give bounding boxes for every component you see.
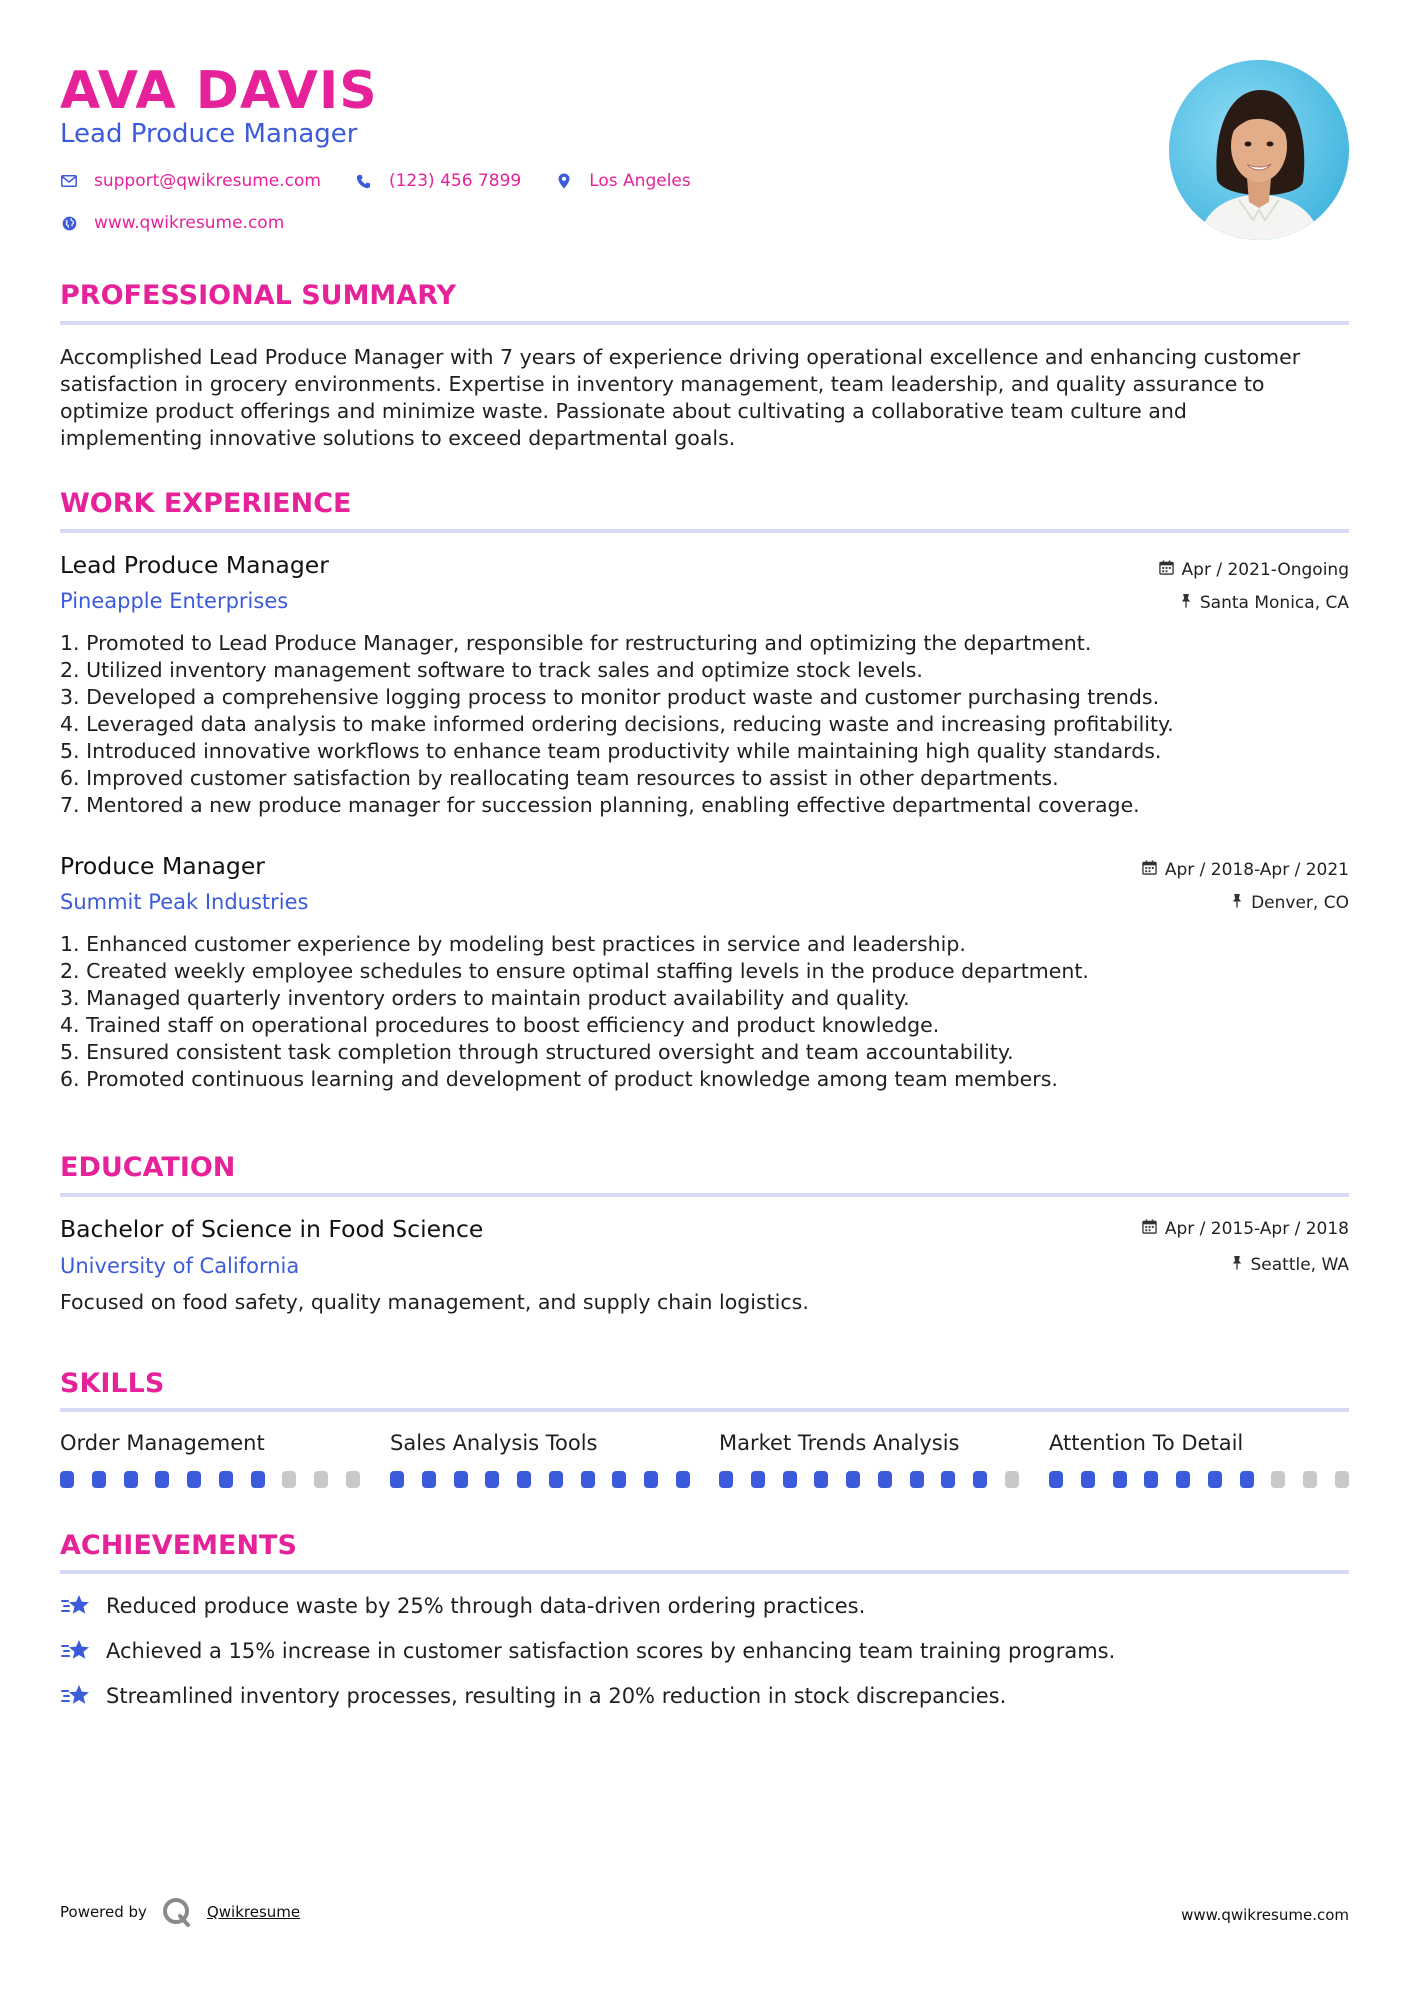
school-name: University of California <box>60 1254 300 1278</box>
star-icon <box>60 1637 92 1665</box>
rating-dot-filled <box>612 1471 626 1488</box>
rating-dot-empty <box>1335 1471 1349 1488</box>
job-dates <box>1142 859 1349 881</box>
list-item: 2. Created weekly employee schedules to ensure optimal staffing levels in the produce department. <box>60 959 1089 983</box>
achievement-item <box>60 1637 1115 1665</box>
job-company: Summit Peak Industries <box>60 890 309 914</box>
rating-dot-filled <box>878 1471 892 1488</box>
list-item: 3. Developed a comprehensive logging process to monitor product waste and customer purchasing trends. <box>60 685 1160 709</box>
rating-dot-empty <box>1303 1471 1317 1488</box>
rating-dot-filled <box>1049 1471 1063 1488</box>
rating-dot-filled <box>390 1471 404 1488</box>
achievement-text: Reduced produce waste by 25% through data-driven ordering practices. <box>106 1594 866 1618</box>
section-divider <box>60 1408 1349 1412</box>
rating-dot-filled <box>124 1471 138 1488</box>
education-dates <box>1142 1218 1349 1240</box>
profile-photo <box>1169 60 1349 240</box>
summary-text <box>60 344 1349 452</box>
rating-dot-filled <box>1113 1471 1127 1488</box>
list-item: 1. Enhanced customer experience by modeling best practices in service and leadership. <box>60 932 966 956</box>
list-item: 7. Mentored a new produce manager for succession planning, enabling effective departmental coverage. <box>60 793 1140 817</box>
candidate-name: AVA DAVIS <box>60 61 378 121</box>
list-item: 4. Trained staff on operational procedures to boost efficiency and product knowledge. <box>60 1013 940 1037</box>
rating-dot-filled <box>187 1471 201 1488</box>
list-item: 6. Improved customer satisfaction by reallocating team resources to assist in other departments. <box>60 766 1059 790</box>
section-divider <box>60 321 1349 325</box>
rating-dot-filled <box>1081 1471 1095 1488</box>
contact-phone[interactable] <box>355 171 521 191</box>
rating-dot-filled <box>1240 1471 1254 1488</box>
rating-dot-filled <box>846 1471 860 1488</box>
rating-dot-filled <box>422 1471 436 1488</box>
location-text: Denver, CO <box>1251 893 1349 913</box>
location-text: Seattle, WA <box>1250 1255 1349 1275</box>
rating-dot-filled <box>155 1471 169 1488</box>
skill-item <box>719 1429 1019 1488</box>
summary-line: Accomplished Lead Produce Manager with 7 years of experience driving operational excellence and enhancing customer <box>60 345 1301 369</box>
job-company: Pineapple Enterprises <box>60 589 289 613</box>
skill-item <box>390 1429 690 1488</box>
achievement-item <box>60 1592 865 1620</box>
dates-text: Apr / 2015-Apr / 2018 <box>1164 1219 1349 1239</box>
phone-icon <box>355 174 373 189</box>
rating-dot-filled <box>941 1471 955 1488</box>
dates-text: Apr / 2018-Apr / 2021 <box>1164 860 1349 880</box>
skill-name: Market Trends Analysis <box>719 1431 960 1455</box>
powered-by-label: Powered by <box>60 1903 147 1921</box>
rating-dot-filled <box>581 1471 595 1488</box>
experience-heading: WORK EXPERIENCE <box>60 488 352 519</box>
calendar-icon <box>1159 559 1174 581</box>
location-text: Santa Monica, CA <box>1199 593 1349 613</box>
rating-dot-filled <box>910 1471 924 1488</box>
location-pin-icon <box>555 173 573 189</box>
skill-rating <box>390 1471 690 1488</box>
candidate-title: Lead Produce Manager <box>60 119 358 149</box>
contact-row <box>60 171 691 191</box>
skill-name: Sales Analysis Tools <box>390 1431 598 1455</box>
list-item: 3. Managed quarterly inventory orders to maintain product availability and quality. <box>60 986 910 1010</box>
pushpin-icon <box>1180 592 1192 614</box>
skill-name: Order Management <box>60 1431 265 1455</box>
dates-text: Apr / 2021-Ongoing <box>1181 560 1349 580</box>
degree-title: Bachelor of Science in Food Science <box>60 1215 484 1243</box>
footer-branding <box>60 1896 300 1928</box>
education-heading: EDUCATION <box>60 1152 236 1183</box>
job-title: Produce Manager <box>60 852 265 880</box>
rating-dot-filled <box>751 1471 765 1488</box>
contact-location <box>555 171 691 191</box>
rating-dot-filled <box>60 1471 74 1488</box>
skill-item <box>1049 1429 1349 1488</box>
calendar-icon <box>1142 1218 1157 1240</box>
list-item: 5. Introduced innovative workflows to enhance team productivity while maintaining high quality standards. <box>60 739 1162 763</box>
qwikresume-link[interactable]: Qwikresume <box>206 1903 301 1921</box>
job-dates <box>1159 559 1349 581</box>
rating-dot-empty <box>314 1471 328 1488</box>
rating-dot-filled <box>644 1471 658 1488</box>
rating-dot-filled <box>719 1471 733 1488</box>
summary-line: optimize product offerings and minimize waste. Passionate about cultivating a collaborative team culture and <box>60 399 1187 423</box>
rating-dot-filled <box>814 1471 828 1488</box>
contact-row-website <box>60 213 284 233</box>
pushpin-icon <box>1231 1254 1243 1276</box>
section-divider <box>60 1193 1349 1197</box>
footer-website[interactable]: www.qwikresume.com <box>1181 1906 1349 1924</box>
calendar-icon <box>1142 859 1157 881</box>
summary-line: satisfaction in grocery environments. Expertise in inventory management, team leadership, and quality assurance to <box>60 372 1265 396</box>
resume-header <box>60 60 1349 250</box>
skill-rating <box>1049 1471 1349 1488</box>
rating-dot-filled <box>549 1471 563 1488</box>
achievement-text: Streamlined inventory processes, resulting in a 20% reduction in stock discrepancies. <box>106 1684 1007 1708</box>
contact-website[interactable] <box>60 213 284 233</box>
rating-dot-filled <box>219 1471 233 1488</box>
star-icon <box>60 1682 92 1710</box>
skill-rating <box>719 1471 1019 1488</box>
rating-dot-filled <box>1208 1471 1222 1488</box>
list-item: 2. Utilized inventory management software to track sales and optimize stock levels. <box>60 658 923 682</box>
list-item: 5. Ensured consistent task completion through structured oversight and team accountability. <box>60 1040 1014 1064</box>
job-location <box>1231 892 1349 914</box>
rating-dot-filled <box>251 1471 265 1488</box>
skill-rating <box>60 1471 360 1488</box>
section-divider <box>60 529 1349 533</box>
pushpin-icon <box>1231 892 1243 914</box>
phone-text: (123) 456 7899 <box>388 171 522 191</box>
resume-page <box>60 0 1349 1990</box>
list-item: 4. Leveraged data analysis to make informed ordering decisions, reducing waste and increasing profitability. <box>60 712 1174 736</box>
achievement-text: Achieved a 15% increase in customer satisfaction scores by enhancing team training programs. <box>106 1639 1116 1663</box>
section-divider <box>60 1570 1349 1574</box>
job-bullets <box>60 630 1349 819</box>
summary-heading: PROFESSIONAL SUMMARY <box>60 280 457 311</box>
email-text: support@qwikresume.com <box>94 171 321 191</box>
education-description: Focused on food safety, quality management, and supply chain logistics. <box>60 1290 809 1314</box>
summary-line: implementing innovative solutions to exceed departmental goals. <box>60 426 736 450</box>
rating-dot-filled <box>973 1471 987 1488</box>
contact-email[interactable] <box>60 171 321 191</box>
website-text: www.qwikresume.com <box>94 213 285 233</box>
rating-dot-empty <box>346 1471 360 1488</box>
rating-dot-filled <box>454 1471 468 1488</box>
location-text: Los Angeles <box>589 171 691 191</box>
rating-dot-filled <box>517 1471 531 1488</box>
globe-icon <box>60 216 78 231</box>
rating-dot-empty <box>1271 1471 1285 1488</box>
envelope-icon <box>60 175 78 187</box>
achievements-heading: ACHIEVEMENTS <box>60 1530 297 1561</box>
rating-dot-filled <box>1176 1471 1190 1488</box>
job-title: Lead Produce Manager <box>60 551 329 579</box>
skills-heading: SKILLS <box>60 1368 165 1399</box>
job-location <box>1180 592 1349 614</box>
rating-dot-empty <box>1005 1471 1019 1488</box>
rating-dot-filled <box>485 1471 499 1488</box>
rating-dot-filled <box>676 1471 690 1488</box>
rating-dot-filled <box>783 1471 797 1488</box>
list-item: 6. Promoted continuous learning and development of product knowledge among team members. <box>60 1067 1058 1091</box>
job-bullets <box>60 931 1349 1093</box>
education-location <box>1231 1254 1350 1276</box>
qwikresume-logo-icon <box>161 1896 193 1928</box>
skill-item <box>60 1429 360 1488</box>
skill-name: Attention To Detail <box>1049 1431 1244 1455</box>
star-icon <box>60 1592 92 1620</box>
rating-dot-filled <box>1144 1471 1158 1488</box>
achievement-item <box>60 1682 1006 1710</box>
rating-dot-empty <box>282 1471 296 1488</box>
list-item: 1. Promoted to Lead Produce Manager, responsible for restructuring and optimizing the department. <box>60 631 1092 655</box>
rating-dot-filled <box>92 1471 106 1488</box>
